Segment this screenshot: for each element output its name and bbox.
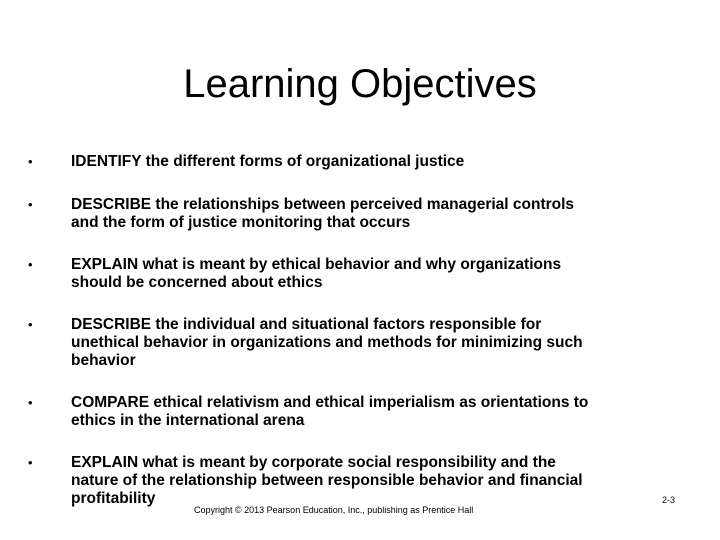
bullet-text: EXPLAIN what is meant by ethical behavior and why organizations should be concerned about ethics [71, 256, 562, 291]
bullet-icon: • [28, 317, 33, 332]
bullet-text: IDENTIFY the different forms of organizational justice [71, 153, 465, 170]
bullet-icon: • [28, 455, 33, 470]
bullet-icon: • [28, 257, 33, 272]
bullet-text: DESCRIBE the individual and situational factors responsible for unethical behavior in organizations and methods for minimizing such behavior [71, 316, 583, 369]
bullet-text: DESCRIBE the relationships between perceived managerial controls and the form of justice monitoring that occurs [71, 196, 575, 231]
bullet-text: COMPARE ethical relativism and ethical imperialism as orientations to ethics in the international arena [71, 394, 589, 429]
slide-title: Learning Objectives [183, 62, 537, 106]
slide-number: 2-3 [662, 495, 676, 505]
copyright-notice: Copyright © 2013 Pearson Education, Inc., publishing as Prentice Hall [194, 505, 474, 515]
bullet-icon: • [28, 395, 33, 410]
bullet-text: EXPLAIN what is meant by corporate social responsibility and the nature of the relationship between responsible behavior and financial profitability [71, 454, 583, 507]
bullet-icon: • [28, 197, 33, 212]
bullet-icon: • [28, 154, 33, 169]
